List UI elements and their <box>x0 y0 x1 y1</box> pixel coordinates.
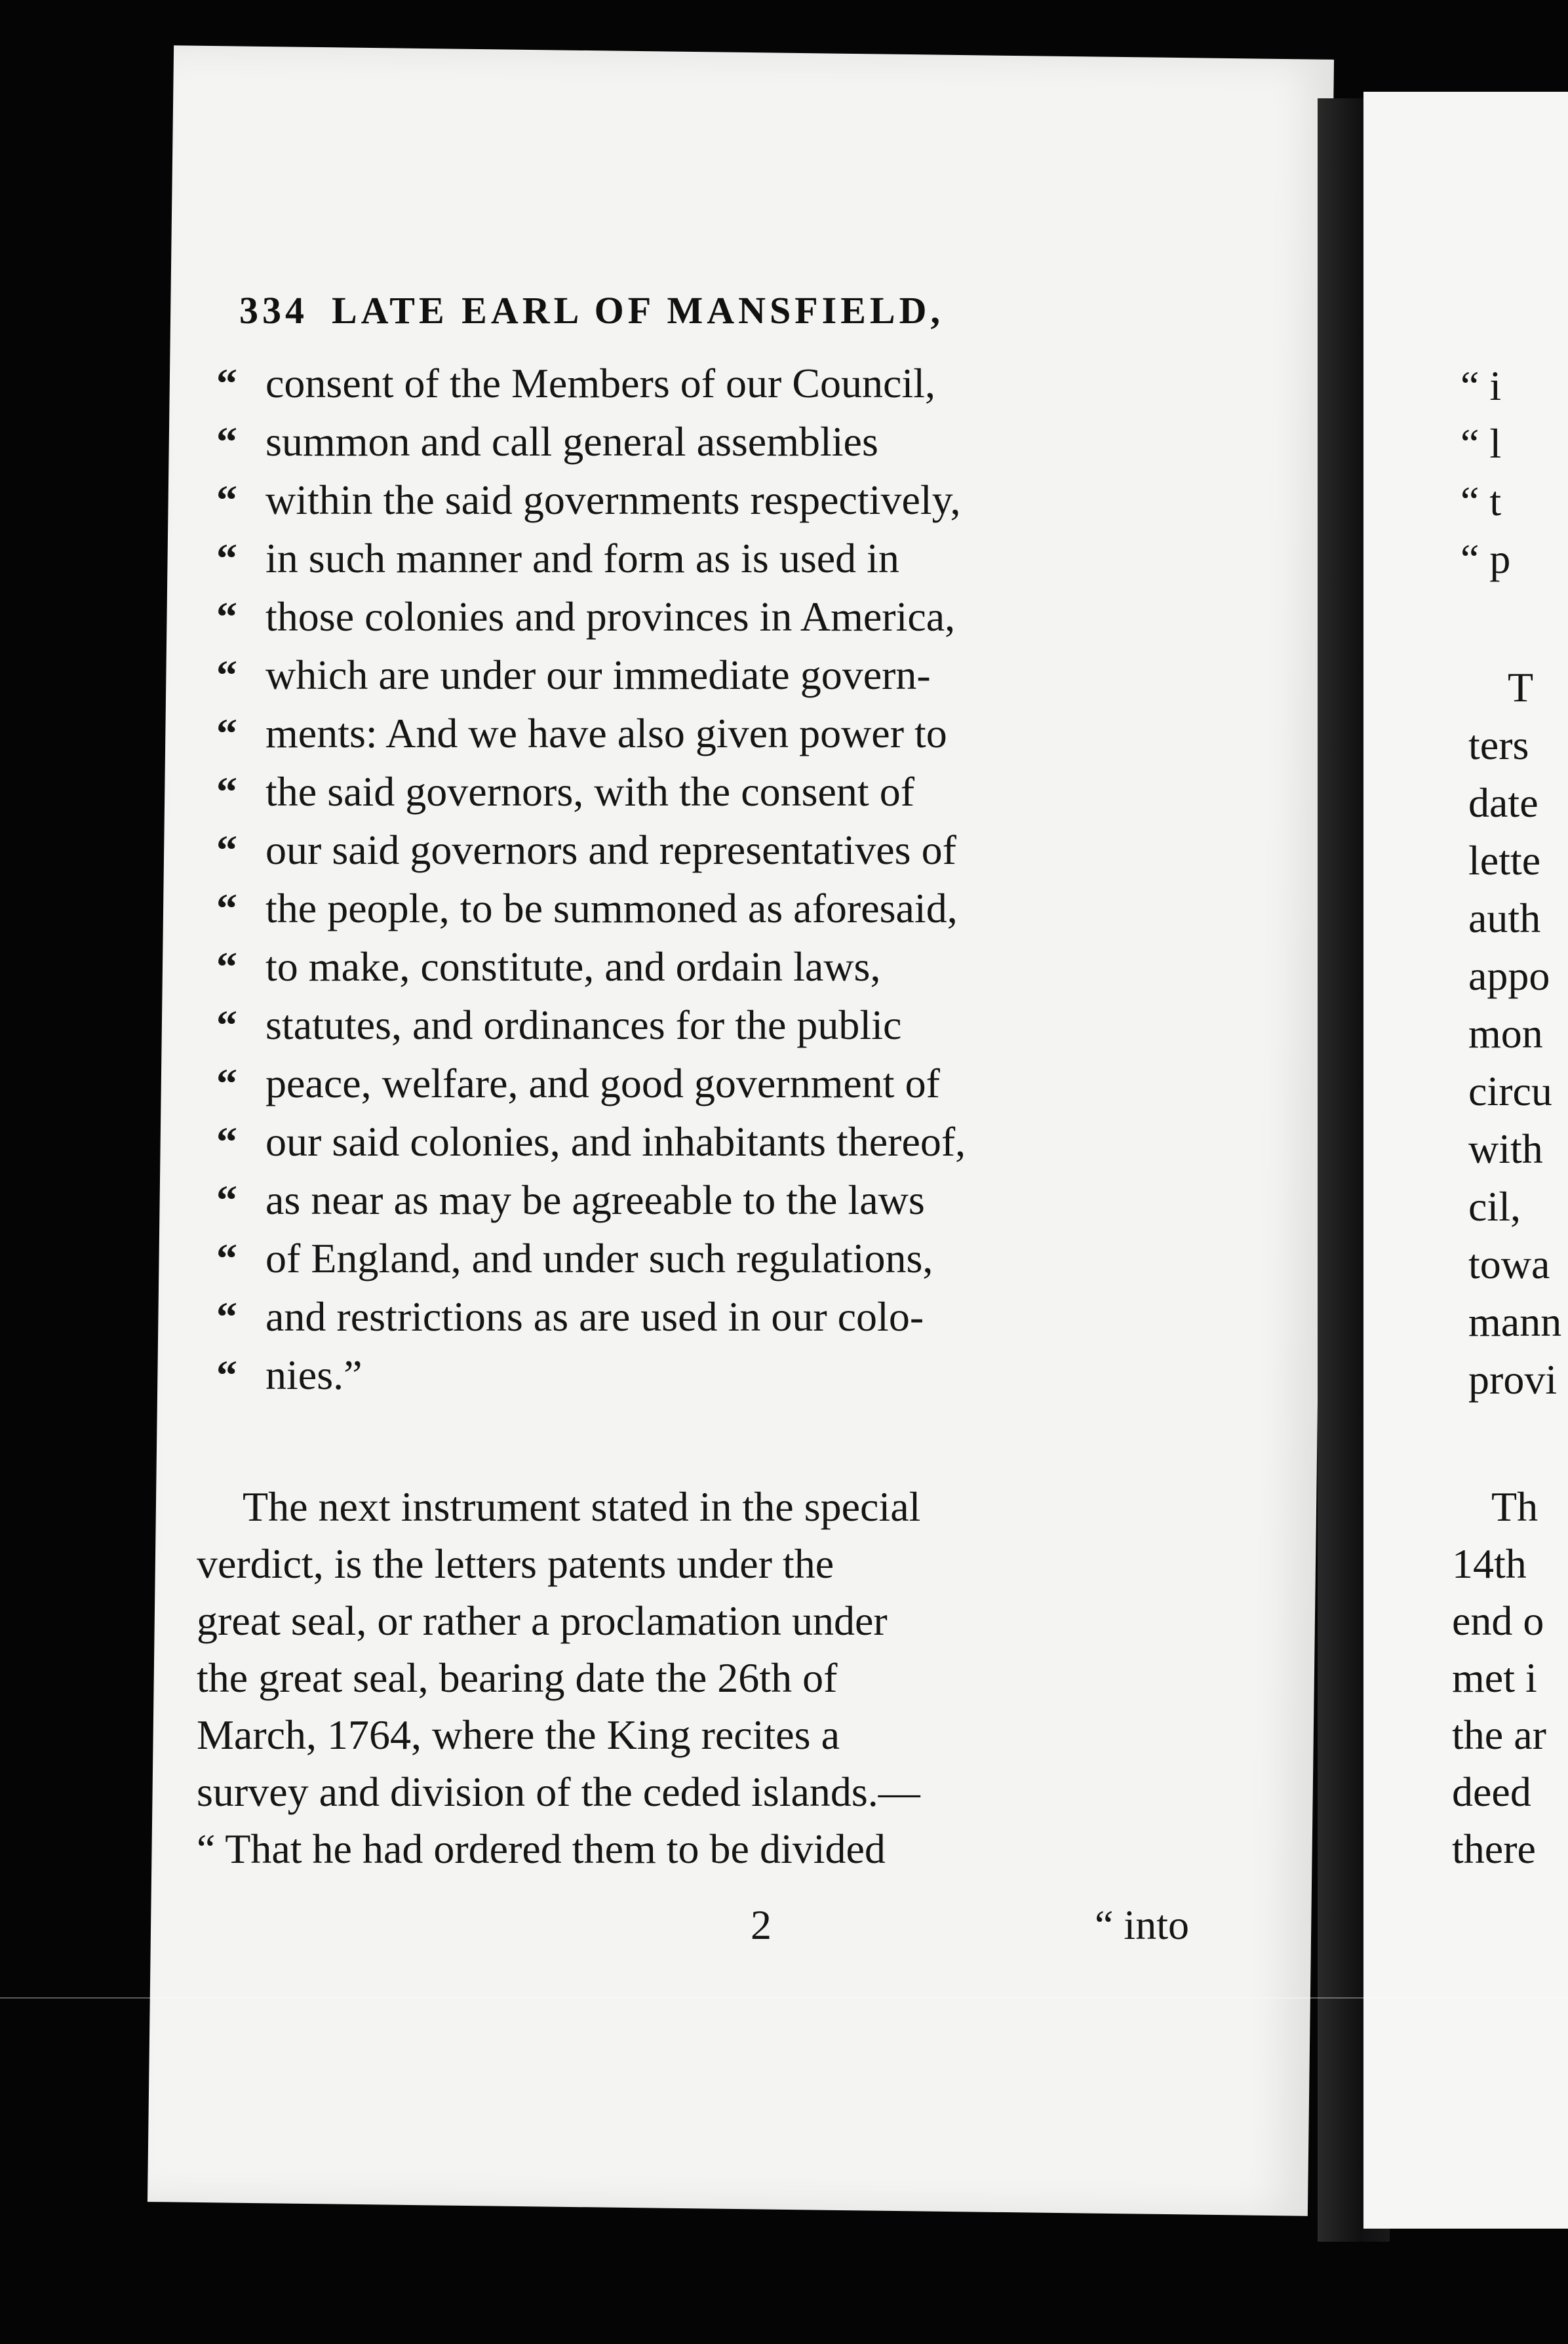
fragment-line: “ l <box>1460 420 1502 467</box>
quote-text: within the said governments respectively, <box>265 477 961 523</box>
quote-line <box>216 587 1265 646</box>
paragraph-line: survey and division of the ceded islands.— <box>197 1768 920 1815</box>
quote-mark: “ <box>216 360 237 406</box>
fragment-line: mon <box>1468 1010 1543 1057</box>
page-number: 334 <box>239 289 308 332</box>
quote-line <box>216 996 1265 1054</box>
quote-mark: “ <box>216 1293 237 1340</box>
quote-text: consent of the Members of our Council, <box>265 360 935 406</box>
quote-mark: “ <box>216 1060 237 1106</box>
right-page-paragraph-fragments <box>1452 1478 1546 1877</box>
quote-line <box>216 1054 1265 1112</box>
fragment-line: circu <box>1468 1068 1552 1114</box>
quote-line <box>216 646 1265 704</box>
fragment-line: 14th <box>1452 1540 1527 1587</box>
quote-text: those colonies and provinces in America, <box>265 593 956 640</box>
running-title: LATE EARL OF MANSFIELD, <box>332 289 944 332</box>
paragraph-line: The next instrument stated in the special <box>243 1483 921 1530</box>
quote-line <box>216 354 1265 412</box>
quote-line <box>216 471 1265 529</box>
quote-text: and restrictions as are used in our colo- <box>265 1293 924 1340</box>
quote-mark: “ <box>216 1235 237 1281</box>
quote-mark: “ <box>216 827 237 873</box>
quote-text: to make, constitute, and ordain laws, <box>265 943 881 990</box>
quote-line <box>216 1346 1265 1404</box>
quote-text: of England, and under such regulations, <box>265 1235 933 1281</box>
scan-artifact-line <box>0 1997 1568 1999</box>
right-page-quote-fragments <box>1460 357 1510 588</box>
quote-text: peace, welfare, and good government of <box>265 1060 940 1106</box>
paragraph-line: “ That he had ordered them to be divided <box>197 1826 886 1872</box>
quote-line <box>216 937 1265 996</box>
quote-text: the said governors, with the consent of <box>265 768 914 815</box>
quote-line <box>216 1171 1265 1229</box>
quote-text: nies.” <box>265 1352 363 1398</box>
quote-mark: “ <box>216 418 237 465</box>
paragraph-line: the great seal, bearing date the 26th of <box>197 1654 838 1701</box>
fragment-line: “ t <box>1460 478 1502 524</box>
quote-line <box>216 1229 1265 1287</box>
fragment-line: date <box>1468 779 1539 826</box>
quote-mark: “ <box>216 535 237 581</box>
fragment-line: towa <box>1468 1241 1550 1287</box>
quote-mark: “ <box>216 768 237 815</box>
fragment-line: mann <box>1468 1299 1562 1345</box>
quote-text: the people, to be summoned as aforesaid, <box>265 885 958 931</box>
quote-line <box>216 412 1265 471</box>
quote-mark: “ <box>216 943 237 990</box>
paragraph-line: great seal, or rather a proclamation under <box>197 1597 888 1644</box>
quote-text: our said governors and representatives of <box>265 827 956 873</box>
fragment-line: provi <box>1468 1356 1558 1403</box>
quote-text: statutes, and ordinances for the public <box>265 1002 902 1048</box>
quote-text: in such manner and form as is used in <box>265 535 899 581</box>
quote-mark: “ <box>216 652 237 698</box>
quote-mark: “ <box>216 885 237 931</box>
signature-mark: 2 <box>751 1902 772 1948</box>
fragment-line: Th <box>1491 1483 1539 1530</box>
quote-text: which are under our immediate govern- <box>265 652 931 698</box>
fragment-line: with <box>1468 1125 1543 1172</box>
fragment-line: “ p <box>1460 536 1511 582</box>
fragment-line: lette <box>1468 837 1541 884</box>
paragraph <box>197 1478 1245 1877</box>
quote-text: our said colonies, and inhabitants thereof, <box>265 1118 966 1165</box>
quote-mark: “ <box>216 1118 237 1165</box>
fragment-line: there <box>1452 1826 1536 1872</box>
fragment-line: T <box>1508 664 1534 711</box>
paragraph-line: March, 1764, where the King recites a <box>197 1711 840 1758</box>
right-page-column-fragments <box>1468 659 1561 1409</box>
quoted-passage <box>216 354 1265 1404</box>
fragment-line: end o <box>1452 1597 1544 1644</box>
quote-mark: “ <box>216 1177 237 1223</box>
fragment-line: auth <box>1468 895 1541 941</box>
quote-line <box>216 1112 1265 1171</box>
running-head <box>239 288 944 332</box>
fragment-line: appo <box>1468 952 1550 999</box>
fragment-line: the ar <box>1452 1711 1546 1758</box>
quote-line <box>216 762 1265 821</box>
quote-mark: “ <box>216 710 237 756</box>
quote-mark: “ <box>216 1352 237 1398</box>
fragment-line: ters <box>1468 722 1529 768</box>
quote-line <box>216 821 1265 879</box>
fragment-line: cil, <box>1468 1183 1521 1230</box>
paragraph-line: verdict, is the letters patents under the <box>197 1540 834 1587</box>
quote-line <box>216 704 1265 762</box>
quote-mark: “ <box>216 1002 237 1048</box>
fragment-line: deed <box>1452 1768 1531 1815</box>
quote-line <box>216 529 1265 587</box>
quote-text: summon and call general assemblies <box>265 418 878 465</box>
fragment-line: met i <box>1452 1654 1537 1701</box>
quote-line <box>216 879 1265 937</box>
quote-text: ments: And we have also given power to <box>265 710 947 756</box>
quote-line <box>216 1287 1265 1346</box>
fragment-line: “ i <box>1460 362 1502 409</box>
catchword: “ into <box>1095 1902 1189 1948</box>
quote-mark: “ <box>216 593 237 640</box>
quote-text: as near as may be agreeable to the laws <box>265 1177 925 1223</box>
quote-mark: “ <box>216 477 237 523</box>
